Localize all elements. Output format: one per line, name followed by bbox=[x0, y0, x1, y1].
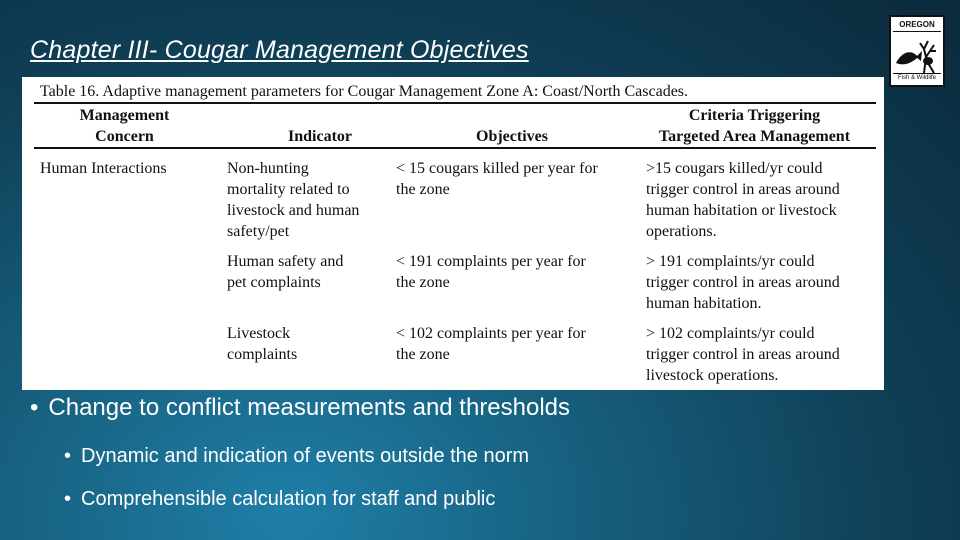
row2-criteria: > 191 complaints/yr could trigger control in areas around human habitation. bbox=[646, 253, 840, 312]
table-header-rule bbox=[34, 147, 876, 149]
header-management-concern: Management Concern bbox=[79, 107, 170, 145]
bullet-symbol: • bbox=[30, 394, 39, 421]
row2-indicator: Human safety and pet complaints bbox=[227, 253, 344, 291]
sub-bullet-text: Comprehensible calculation for staff and public bbox=[81, 488, 496, 510]
row1-objectives: < 15 cougars killed per year for the zone bbox=[396, 160, 598, 198]
table-caption: Table 16. Adaptive management parameters for Cougar Management Zone A: Coast/North Cascades. bbox=[40, 83, 689, 100]
row1-criteria: >15 cougars killed/yr could trigger control in areas around human habitation or livestock operations. bbox=[646, 160, 840, 240]
table-top-rule bbox=[34, 102, 876, 104]
bullet-symbol: • bbox=[64, 488, 72, 510]
row2-objectives: < 191 complaints per year for the zone bbox=[396, 253, 586, 291]
row3-objectives: < 102 complaints per year for the zone bbox=[396, 325, 586, 363]
header-criteria: Criteria Triggering Targeted Area Management bbox=[658, 107, 851, 145]
odfw-logo bbox=[889, 15, 945, 87]
adaptive-management-table bbox=[22, 77, 884, 390]
header-indicator: Indicator bbox=[288, 128, 352, 145]
main-bullet-text: Change to conflict measurements and thresholds bbox=[48, 394, 571, 421]
sub-bullet-2 bbox=[64, 488, 495, 511]
logo-bottom-text: Fish & Wildlife bbox=[893, 73, 941, 83]
bullet-symbol: • bbox=[64, 445, 72, 467]
logo-top-text: OREGON bbox=[893, 19, 941, 32]
slide-title: Chapter III- Cougar Management Objectives bbox=[30, 36, 529, 64]
row1-indicator: Non-hunting mortality related to livestock and human safety/pet bbox=[227, 160, 360, 240]
header-objectives: Objectives bbox=[476, 128, 548, 145]
concern-cell: Human Interactions bbox=[40, 160, 167, 177]
row3-indicator: Livestock complaints bbox=[227, 325, 298, 363]
sub-bullet-text: Dynamic and indication of events outside the norm bbox=[81, 445, 530, 467]
main-bullet bbox=[30, 394, 570, 422]
sub-bullet-1 bbox=[64, 445, 529, 468]
row3-criteria: > 102 complaints/yr could trigger control in areas around livestock operations. bbox=[646, 325, 840, 384]
fish-deer-icon bbox=[894, 33, 940, 75]
